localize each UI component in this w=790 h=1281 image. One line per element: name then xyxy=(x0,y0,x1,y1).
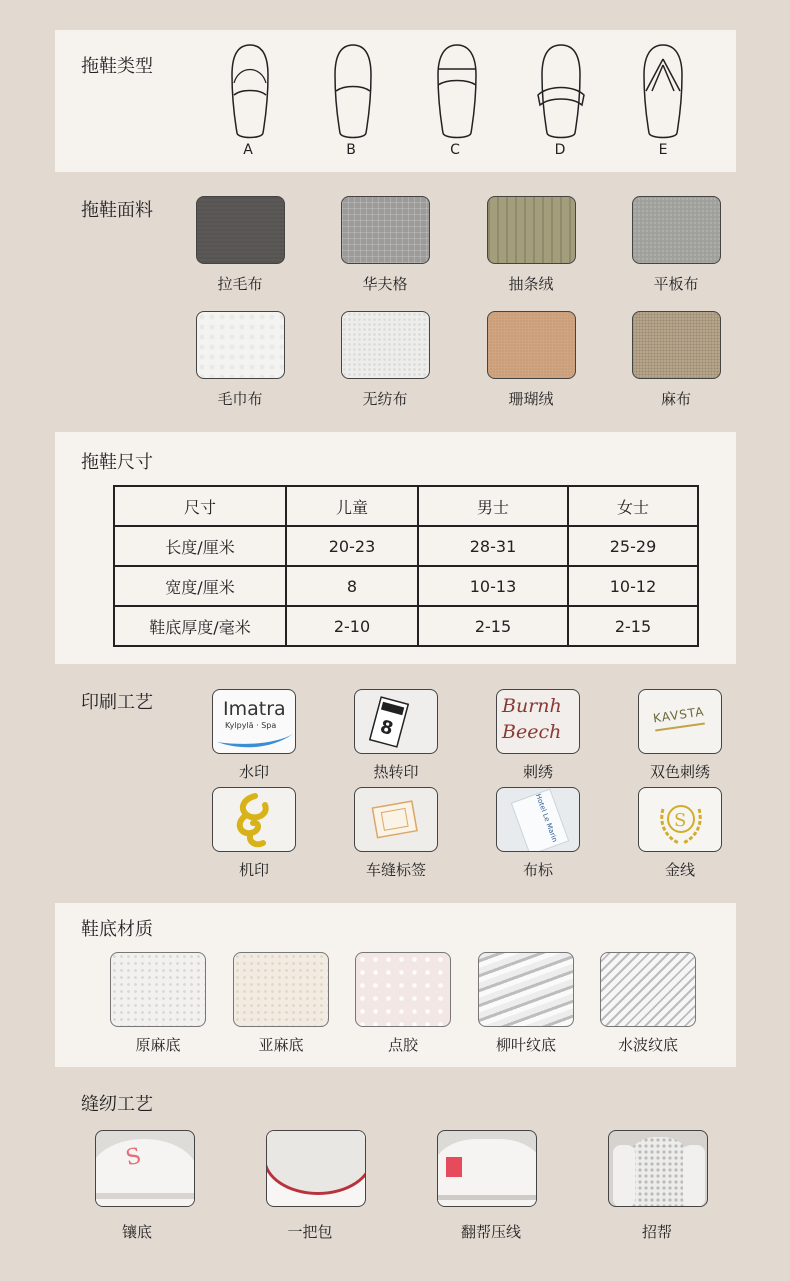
sole-edge xyxy=(437,1195,537,1200)
sewing-full-wrap-image xyxy=(266,1130,366,1207)
print-caption: 机印 xyxy=(238,861,269,879)
sole-edge xyxy=(95,1193,195,1199)
fabric-caption: 麻布 xyxy=(660,390,691,408)
header-cell: 儿童 xyxy=(286,486,418,526)
watermark-sub-text: Kylpylä · Spa xyxy=(225,721,277,730)
table-cell: 2-15 xyxy=(418,606,568,646)
print-caption: 热转印 xyxy=(373,763,419,781)
size-table-header xyxy=(114,486,698,526)
sole-caption: 原麻底 xyxy=(135,1036,181,1054)
sewing-caption: 一把包 xyxy=(287,1223,333,1241)
sewing-turned-upper-image xyxy=(437,1130,537,1207)
fabrics-title: 拖鞋面料 xyxy=(81,200,153,221)
fabric-caption: 平板布 xyxy=(653,275,699,293)
header-cell: 男士 xyxy=(418,486,568,526)
heat-transfer-mark: 8 xyxy=(377,716,396,740)
print-caption: 双色刺绣 xyxy=(649,763,710,781)
sole-wave-image xyxy=(600,952,696,1027)
print-gold-thread-image xyxy=(638,787,722,852)
table-cell: 2-15 xyxy=(568,606,698,646)
table-cell: 28-31 xyxy=(418,526,568,566)
slipper-c-icon xyxy=(435,43,479,143)
gold-thread-mark: S xyxy=(674,810,687,831)
fabric-swatch xyxy=(632,196,721,264)
slipper-strap-left xyxy=(613,1145,635,1207)
table-cell: 2-10 xyxy=(286,606,418,646)
fabric-label-text: Hotel Le Marin xyxy=(533,792,559,844)
sole-caption: 水波纹底 xyxy=(617,1036,678,1054)
fabric-swatch xyxy=(196,196,285,264)
print-sewn-label-image xyxy=(354,787,438,852)
table-cell: 20-23 xyxy=(286,526,418,566)
print-caption: 刺绣 xyxy=(522,763,553,781)
header-cell: 女士 xyxy=(568,486,698,526)
fabric-swatch xyxy=(487,311,576,379)
dragon-icon xyxy=(225,791,285,851)
fabric-caption: 毛巾布 xyxy=(217,390,263,408)
print-caption: 布标 xyxy=(522,861,553,879)
slipper-body xyxy=(266,1130,366,1195)
size-table xyxy=(113,485,699,647)
laurel-icon xyxy=(651,791,711,851)
sewing-inlaid-sole-image xyxy=(95,1130,195,1207)
header-cell: 尺寸 xyxy=(114,486,286,526)
print-embroidery-image xyxy=(496,689,580,754)
logo-mark: S xyxy=(123,1143,144,1172)
print-caption: 车缝标签 xyxy=(365,861,426,879)
slipper-e-icon xyxy=(640,43,686,143)
sewing-open-upper-image xyxy=(608,1130,708,1207)
fabric-swatch xyxy=(487,196,576,264)
print-two-color-embroidery-image xyxy=(638,689,722,754)
fabric-swatch xyxy=(341,311,430,379)
table-row xyxy=(114,566,698,606)
print-watermark-image xyxy=(212,689,296,754)
sewn-label-icon xyxy=(371,800,423,842)
fabric-swatch xyxy=(196,311,285,379)
sewing-caption: 镶底 xyxy=(121,1223,152,1241)
slipper-d-icon xyxy=(536,43,586,143)
sole-caption: 柳叶纹底 xyxy=(495,1036,556,1054)
fabric-caption: 拉毛布 xyxy=(217,275,263,293)
section-title: 拖鞋尺寸 xyxy=(81,452,153,473)
logo-mark xyxy=(446,1157,462,1177)
slipper-a-icon xyxy=(229,43,271,143)
two-color-text: KAVSTA xyxy=(652,704,706,726)
print-caption: 金线 xyxy=(664,861,695,879)
table-cell: 8 xyxy=(286,566,418,606)
sole-caption: 点胶 xyxy=(387,1036,418,1054)
sizes-panel xyxy=(55,432,736,664)
sewing-caption: 翻帮压线 xyxy=(460,1223,521,1241)
wave-icon xyxy=(215,732,295,750)
fabric-caption: 无纺布 xyxy=(362,390,408,408)
sewing-caption: 招帮 xyxy=(641,1223,672,1241)
sole-raw-linen-image xyxy=(110,952,206,1027)
watermark-brand-text: Imatra xyxy=(223,698,286,720)
table-cell: 10-13 xyxy=(418,566,568,606)
fabric-swatch xyxy=(341,196,430,264)
table-cell: 25-29 xyxy=(568,526,698,566)
sole-flax-image xyxy=(233,952,329,1027)
table-row xyxy=(114,526,698,566)
slipper-types-panel xyxy=(55,30,736,172)
table-cell: 鞋底厚度/毫米 xyxy=(114,606,286,646)
sole-caption: 亚麻底 xyxy=(258,1036,304,1054)
table-cell: 宽度/厘米 xyxy=(114,566,286,606)
slipper-b-label: B xyxy=(346,142,356,158)
printing-title: 印刷工艺 xyxy=(81,692,153,713)
fabric-swatch xyxy=(632,311,721,379)
slipper-c-label: C xyxy=(450,142,460,158)
slipper-e-label: E xyxy=(658,142,668,158)
table-cell: 长度/厘米 xyxy=(114,526,286,566)
label-icon xyxy=(369,696,409,748)
fabric-caption: 华夫格 xyxy=(362,275,408,293)
print-machine-image xyxy=(212,787,296,852)
print-fabric-label-image xyxy=(496,787,580,852)
sole-willow-leaf-image xyxy=(478,952,574,1027)
fabric-caption: 抽条绒 xyxy=(508,275,554,293)
section-title: 鞋底材质 xyxy=(81,919,153,940)
section-title: 拖鞋类型 xyxy=(81,56,153,77)
print-caption: 水印 xyxy=(238,763,269,781)
slipper-a-label: A xyxy=(243,142,253,158)
table-row xyxy=(114,606,698,646)
slipper-b-icon xyxy=(332,43,374,143)
embroidery-text: Burnh Beech xyxy=(502,695,562,743)
slipper-d-label: D xyxy=(554,142,566,158)
slipper-strap-right xyxy=(683,1145,705,1207)
fabric-caption: 珊瑚绒 xyxy=(508,390,554,408)
table-cell: 10-12 xyxy=(568,566,698,606)
sewing-title: 缝纫工艺 xyxy=(81,1094,153,1115)
print-heat-transfer-image xyxy=(354,689,438,754)
sole-dotted-glue-image xyxy=(355,952,451,1027)
